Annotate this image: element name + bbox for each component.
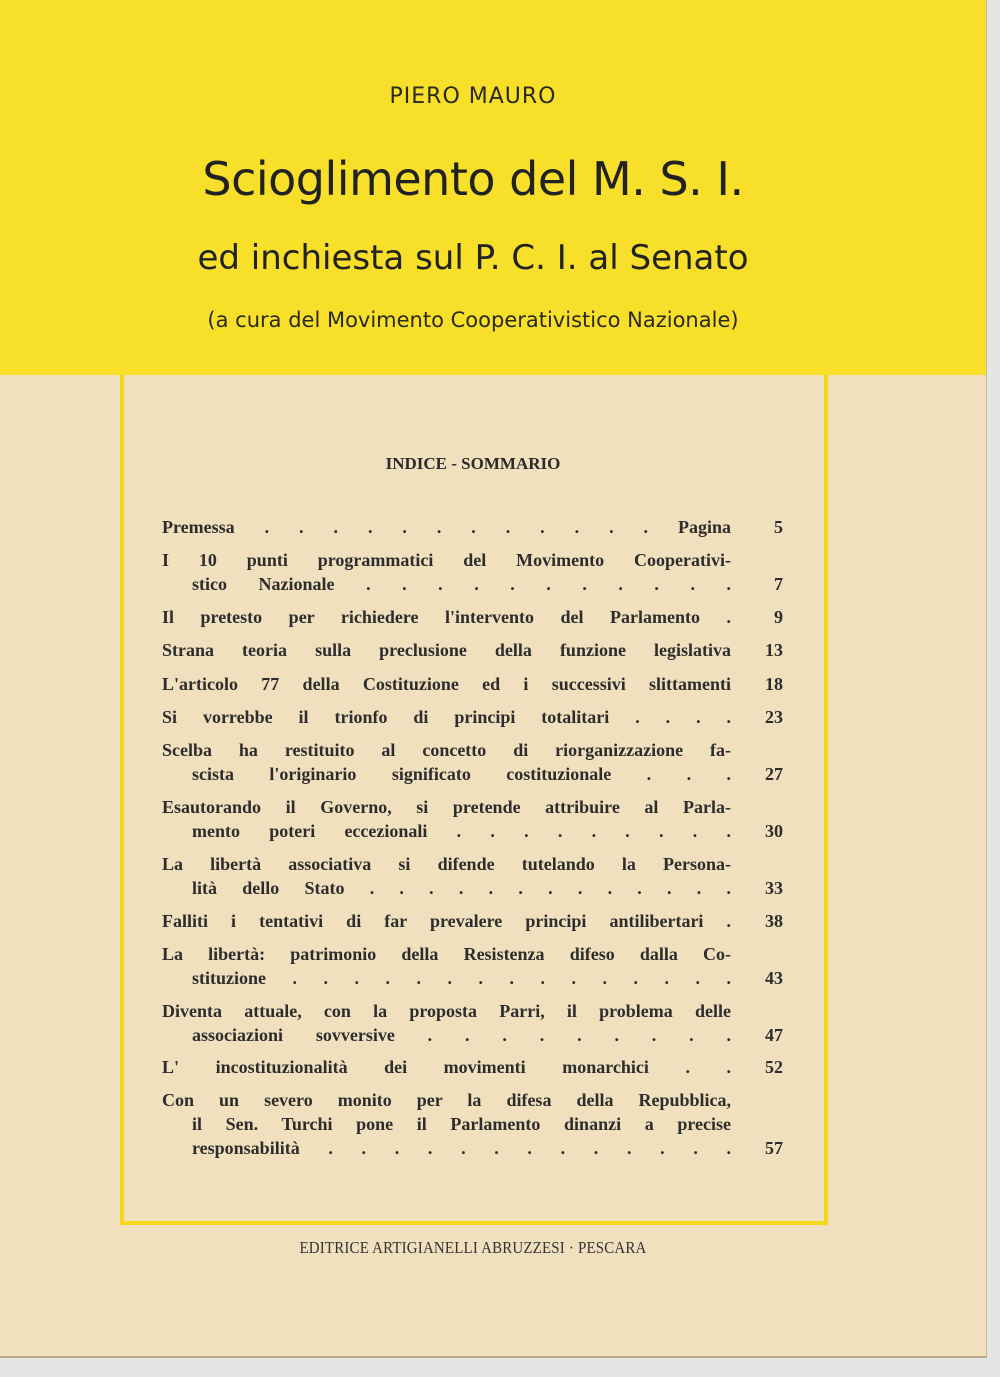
index-entry-page: 33 (765, 878, 783, 898)
index-entry-page: 9 (774, 607, 783, 627)
index-entry-line: scista l'originario significato costituzionale . . . (192, 764, 731, 784)
index-entry-line: lità dello Stato . . . . . . . . . . . . . (192, 878, 731, 898)
publisher: EDITRICE ARTIGIANELLI ABRUZZESI · PESCARA (299, 1238, 647, 1257)
index-entry-line: La libertà associativa si difende tutelando la Persona- (162, 854, 731, 874)
index-entry-page: 30 (765, 821, 783, 841)
index-entry-page: 5 (774, 517, 783, 537)
index-entry-line: Diventa attuale, con la proposta Parri, il problema delle (162, 1001, 731, 1021)
index-entry-line: Scelba ha restituito al concetto di riorganizzazione fa- (162, 740, 731, 760)
index-entry-line: responsabilità . . . . . . . . . . . . . (192, 1138, 731, 1158)
index-entry-page: 13 (765, 640, 783, 660)
subtitle: (a cura del Movimento Cooperativistico Nazionale) (207, 308, 739, 332)
index-entry-line: La libertà: patrimonio della Resistenza difeso dalla Co- (162, 944, 731, 964)
index-entry-page: 38 (765, 911, 783, 931)
title-line-2: ed inchiesta sul P. C. I. al Senato (197, 238, 749, 278)
yellow-title-band (0, 0, 986, 375)
author-name: PIERO MAURO (389, 84, 557, 109)
index-entry-line: I 10 punti programmatici del Movimento Cooperativi- (162, 550, 731, 570)
index-entry-page: 23 (765, 707, 783, 727)
index-entry-line: stituzione . . . . . . . . . . . . . . . (192, 968, 731, 988)
index-entry-page: 52 (765, 1057, 783, 1077)
index-entry-line: il Sen. Turchi pone il Parlamento dinanzi a precise (192, 1114, 731, 1134)
index-entry-page: 43 (765, 968, 783, 988)
index-entry-line: Esautorando il Governo, si pretende attribuire al Parla- (162, 797, 731, 817)
index-entry-line: Il pretesto per richiedere l'intervento del Parlamento . (162, 607, 731, 627)
index-entry-page: 18 (765, 674, 783, 694)
index-heading: INDICE - SOMMARIO (385, 454, 561, 473)
index-entry-page: 57 (765, 1138, 783, 1158)
index-entry-line: Con un severo monito per la difesa della Repubblica, (162, 1090, 731, 1110)
index-entry-line: L' incostituzionalità dei movimenti monarchici . . (162, 1057, 731, 1077)
index-entry-page: 27 (765, 764, 783, 784)
index-entry-page: 7 (774, 574, 783, 594)
title-line-1: Scioglimento del M. S. I. (202, 152, 744, 206)
index-entry-line: associazioni sovversive . . . . . . . . . (192, 1025, 731, 1045)
index-entry-line: Premessa . . . . . . . . . . . . Pagina (162, 517, 731, 537)
index-entry-line: Si vorrebbe il trionfo di principi totalitari . . . . (162, 707, 731, 727)
index-entry-line: Falliti i tentativi di far prevalere principi antilibertari . (162, 911, 731, 931)
index-entry-line: Strana teoria sulla preclusione della funzione legislativa (162, 640, 731, 660)
index-entry-page: 47 (765, 1025, 783, 1045)
index-entry-line: L'articolo 77 della Costituzione ed i successivi slittamenti (162, 674, 731, 694)
index-entry-line: mento poteri eccezionali . . . . . . . . . (192, 821, 731, 841)
index-entry-line: stico Nazionale . . . . . . . . . . . (192, 574, 731, 594)
